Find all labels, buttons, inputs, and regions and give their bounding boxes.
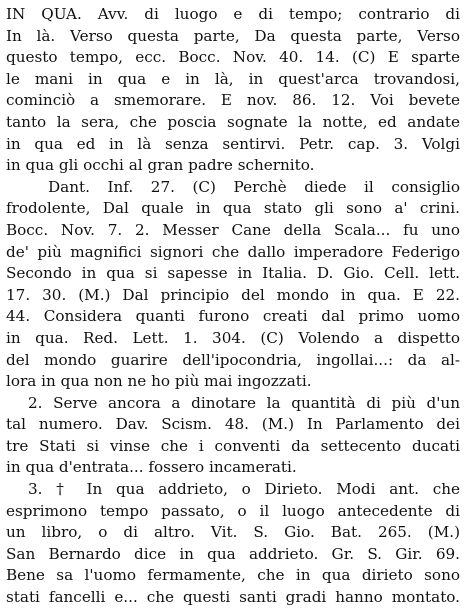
text-line: Secondo in qua si sapesse in Italia. D. Gio. Cell. lett.	[6, 264, 460, 283]
text-line: In là. Verso questa parte, Da questa parte, Verso	[6, 26, 460, 45]
text-line: un libro, o di altro. Vit. S. Gio. Bat. 265. (M.)	[6, 523, 460, 542]
text-line: questo tempo, ecc. Bocc. Nov. 40. 14. (C) E sparte	[6, 48, 460, 67]
text-line: de' più magnifici signori che dallo imperadore Federigo	[6, 242, 460, 261]
text-line: in qua gli occhi al gran padre schernito.	[6, 156, 315, 175]
text-line: del mondo guarire dell'ipocondria, ingollai...: da al-	[6, 350, 460, 369]
text-line: frodolente, Dal quale in qua stato gli sono a' crini.	[6, 199, 460, 218]
text-line: 3. † In qua addrieto, o Dirieto. Modi ant. che	[28, 480, 460, 499]
text-line: in qua. Red. Lett. 1. 304. (C) Volendo a dispetto	[6, 328, 460, 347]
text-line: tanto la sera, che poscia sognate la notte, ed andate	[6, 112, 460, 131]
text-line: cominciò a smemorare. E nov. 86. 12. Voi bevete	[6, 91, 460, 110]
text-line: 2. Serve ancora a dinotare la quantità di più d'un	[28, 393, 460, 412]
text-line: San Bernardo dice in qua addrieto. Gr. S. Gir. 69.	[6, 544, 460, 563]
text-line: 44. Considera quanti furono creati dal primo uomo	[6, 307, 460, 326]
text-line: tre Stati si vinse che i conventi da settecento ducati	[6, 436, 460, 455]
text-line: esprimono tempo passato, o il luogo antecedente di	[6, 501, 460, 520]
text-line: stati fancelli e... che questi santi gradi hanno montato.	[6, 588, 460, 607]
text-line: Bene sa l'uomo fermamente, che in qua dirieto sono	[6, 566, 460, 585]
text-line: tal numero. Dav. Scism. 48. (M.) In Parlamento dei	[6, 415, 460, 434]
text-line: Bocc. Nov. 7. 2. Messer Cane della Scala... fu uno	[6, 220, 460, 239]
text-line: le mani in qua e in là, in quest'arca trovandosi,	[6, 69, 460, 88]
text-line: IN QUA. Avv. di luogo e di tempo; contrario di	[6, 5, 460, 23]
text-line: in qua d'entrata... fossero incamerati.	[6, 458, 297, 477]
text-line: Dant. Inf. 27. (C) Perchè diede il consiglio	[48, 177, 460, 196]
text-line: in qua ed in là senza sentirvi. Petr. cap. 3. Volgi	[6, 134, 460, 153]
text-line: lora in qua non ne ho più mai ingozzati.	[6, 372, 312, 391]
text-line: 17. 30. (M.) Dal principio del mondo in qua. E 22.	[6, 285, 460, 304]
